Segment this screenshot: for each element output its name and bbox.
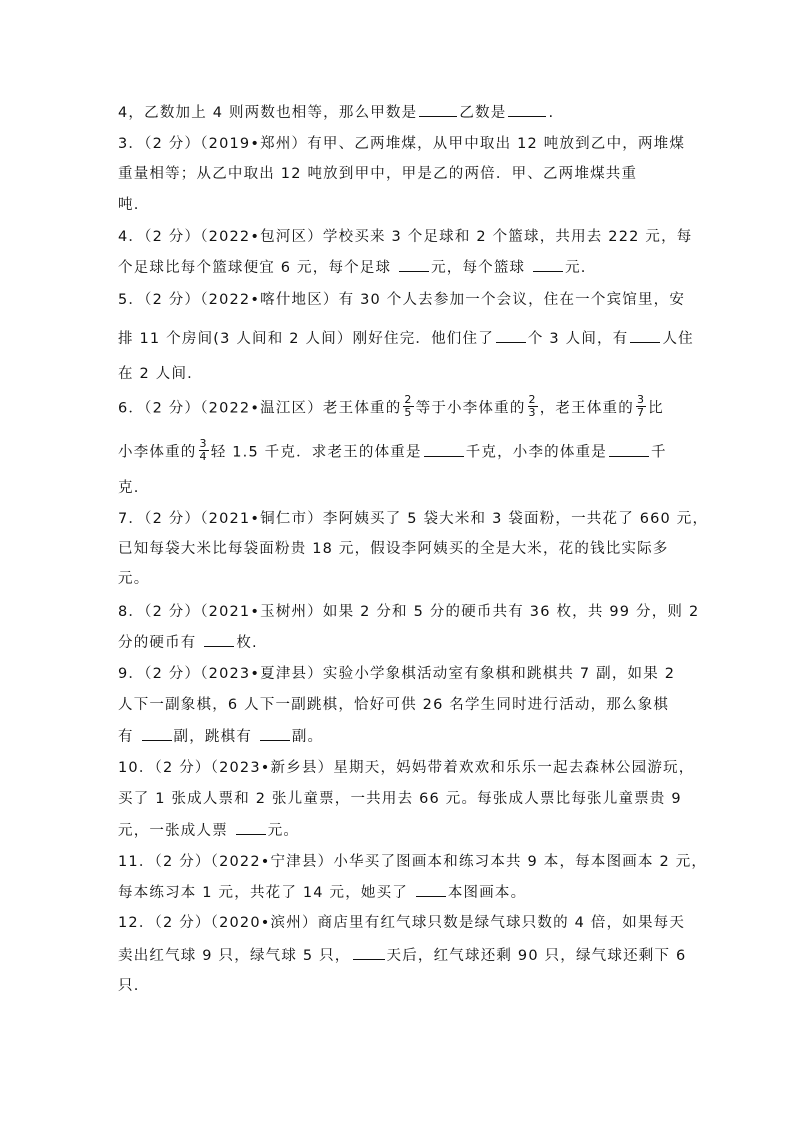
- text: 个 3 人间，有: [527, 331, 629, 347]
- question-3-line-1: 3．（2 分）（2019•郑州）有甲、乙两堆煤，从甲中取出 12 吨放到乙中，两堆煤: [118, 136, 686, 152]
- answer-blank[interactable]: [142, 726, 172, 741]
- text: 枚.: [236, 635, 258, 651]
- denominator: 4: [199, 450, 208, 463]
- text: 分的硬币有: [118, 635, 203, 651]
- answer-blank[interactable]: [609, 442, 649, 457]
- question-12-line-2: [118, 945, 686, 966]
- text: 天后，红气球还剩 90 只，绿气球还剩下 6: [386, 948, 687, 964]
- numerator: 3: [199, 437, 208, 450]
- text: 6．（2 分）（2022•温江区）老王体重的: [118, 400, 402, 417]
- text: 个足球比每个篮球便宜 6 元，每个足球: [118, 260, 398, 276]
- numerator: 2: [528, 393, 537, 406]
- question-prev-line-1: [118, 102, 554, 123]
- question-5-line-1: 5．（2 分）（2022•喀什地区）有 30 个人去参加一个会议，住在一个宾馆里，安: [118, 292, 686, 308]
- question-6-line-3: 克.: [118, 480, 140, 496]
- question-4-line-1: 4．（2 分）（2022•包河区）学校买来 3 个足球和 2 个篮球，共用去 222 元，每: [118, 229, 693, 245]
- question-6-line-2: [118, 437, 667, 465]
- text: 本图画本。: [447, 885, 527, 901]
- question-3-line-2: 重量相等；从乙中取出 12 吨放到甲中，甲是乙的两倍．甲、乙两堆煤共重: [118, 166, 638, 182]
- question-9-line-2: 人下一副象棋，6 人下一副跳棋，恰好可供 26 名学生同时进行活动，那么象棋: [118, 697, 670, 713]
- text: 元，每个篮球: [431, 260, 532, 276]
- text: 元。: [267, 823, 300, 839]
- question-11-line-2: [118, 882, 526, 903]
- answer-blank[interactable]: [424, 442, 464, 457]
- denominator: 7: [636, 406, 646, 419]
- question-5-line-3: 在 2 人间.: [118, 366, 193, 382]
- text: .: [548, 105, 555, 121]
- answer-blank[interactable]: [496, 328, 526, 343]
- question-9-line-3: [118, 726, 323, 747]
- numerator: 2: [404, 393, 413, 406]
- answer-blank[interactable]: [533, 257, 563, 272]
- text: 千克，小李的体重是: [465, 444, 607, 461]
- fraction: [636, 394, 646, 419]
- text: 元，一张成人票: [118, 823, 234, 839]
- question-6-line-1: [118, 393, 664, 421]
- question-12-line-1: 12．（2 分）（2020•滨州）商店里有红气球只数是绿气球只数的 4 倍，如果每天: [118, 915, 686, 931]
- question-8-line-1: 8．（2 分）（2021•玉树州）如果 2 分和 5 分的硬币共有 36 枚，共 99 分，则 2: [118, 604, 700, 620]
- question-3-line-3: 吨.: [118, 197, 140, 213]
- text: ，老王体重的: [539, 400, 634, 417]
- fraction: [528, 394, 538, 419]
- text: 副，跳棋有: [173, 729, 258, 745]
- question-8-line-2: [118, 632, 258, 653]
- question-10-line-3: [118, 820, 299, 841]
- question-5-line-2: [118, 328, 694, 349]
- denominator: 3: [528, 406, 537, 419]
- answer-blank[interactable]: [416, 882, 446, 897]
- question-4-line-2: [118, 257, 587, 278]
- answer-blank[interactable]: [236, 820, 266, 835]
- text: 4，乙数加上 4 则两数也相等，那么甲数是: [118, 105, 418, 121]
- text: 千: [651, 444, 667, 461]
- text: 小李体重的: [118, 444, 197, 461]
- text: 每本练习本 1 元，共花了 14 元，她买了: [118, 885, 414, 901]
- text: 有: [118, 729, 140, 745]
- text: 人住: [662, 331, 694, 347]
- question-10-line-1: 10．（2 分）（2023•新乡县）星期天，妈妈带着欢欢和乐乐一起去森林公园游玩，: [118, 760, 695, 776]
- answer-blank[interactable]: [260, 726, 290, 741]
- answer-blank[interactable]: [204, 632, 234, 647]
- text: 轻 1.5 千克．求老王的体重是: [210, 444, 422, 461]
- question-11-line-1: 11．（2 分）（2022•宁津县）小华买了图画本和练习本共 9 本，每本图画本 2 元，: [118, 854, 708, 870]
- text: 排 11 个房间(3 人间和 2 人间）刚好住完．他们住了: [118, 331, 494, 347]
- fraction: [199, 438, 209, 463]
- question-12-line-3: 只.: [118, 978, 140, 994]
- answer-blank[interactable]: [508, 102, 546, 117]
- numerator: 3: [636, 393, 646, 406]
- answer-blank[interactable]: [399, 257, 429, 272]
- question-7-line-3: 元。: [118, 571, 150, 587]
- text: 元.: [565, 260, 587, 276]
- text: 卖出红气球 9 只，绿气球 5 只，: [118, 948, 351, 964]
- text: 副。: [291, 729, 324, 745]
- question-10-line-2: 买了 1 张成人票和 2 张儿童票，一共用去 66 元。每张成人票比每张儿童票贵 9: [118, 791, 682, 807]
- denominator: 5: [404, 406, 413, 419]
- answer-blank[interactable]: [353, 945, 385, 960]
- question-7-line-1: 7．（2 分）（2021•铜仁市）李阿姨买了 5 袋大米和 3 袋面粉，一共花了 660 元，: [118, 511, 709, 527]
- question-7-line-2: 已知每袋大米比每袋面粉贵 18 元，假设李阿姨买的全是大米，花的钱比实际多: [118, 541, 669, 557]
- text: 等于小李体重的: [415, 400, 526, 417]
- text: 乙数是: [459, 105, 507, 121]
- fraction: [403, 394, 413, 419]
- answer-blank[interactable]: [630, 328, 660, 343]
- question-9-line-1: 9．（2 分）（2023•夏津县）实验小学象棋活动室有象棋和跳棋共 7 副，如果 2: [118, 666, 676, 682]
- text: 比: [648, 400, 664, 417]
- answer-blank[interactable]: [419, 102, 457, 117]
